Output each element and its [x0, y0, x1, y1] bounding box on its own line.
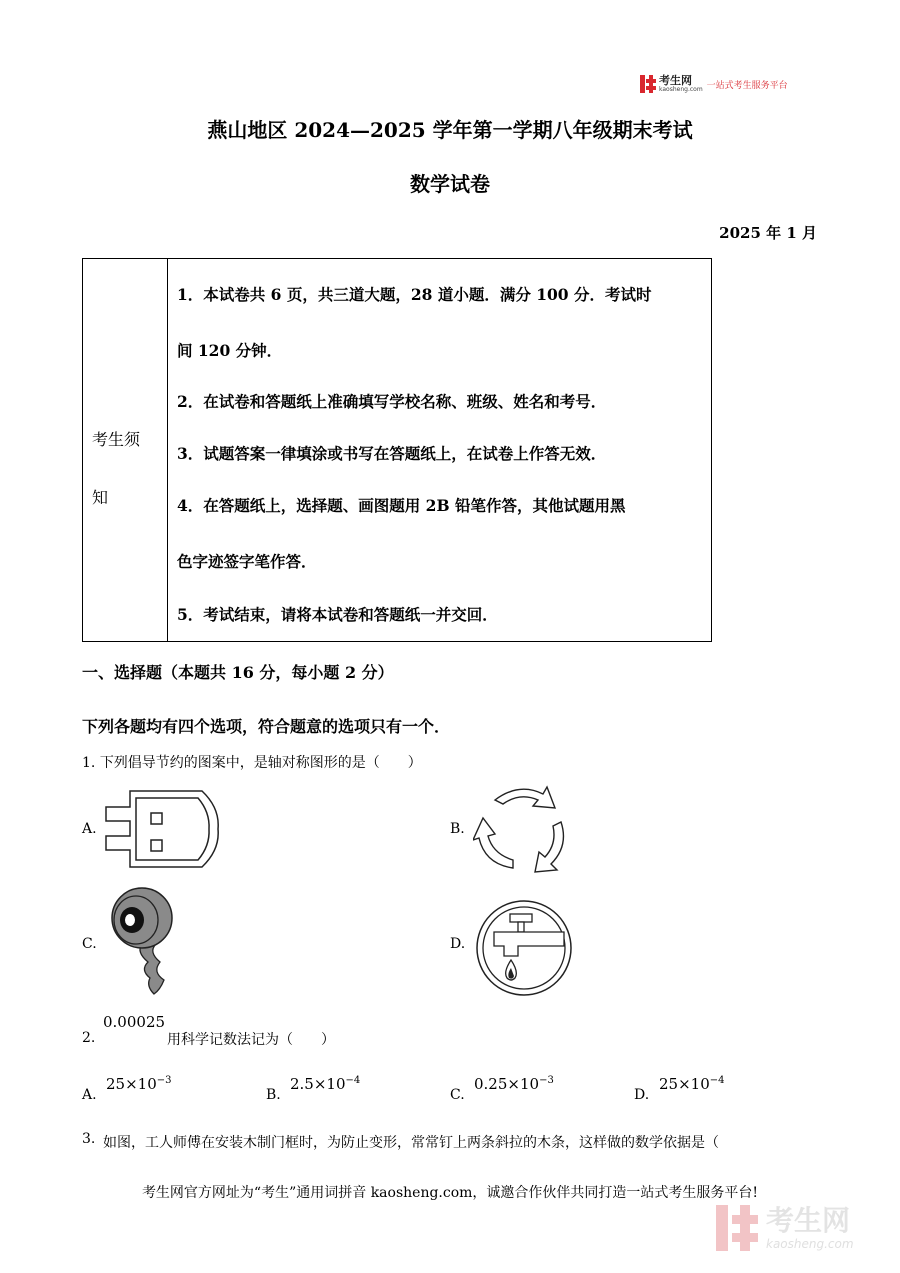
toilet-paper-icon [102, 882, 186, 998]
watermark-domain: kaosheng.com [766, 1237, 854, 1251]
exam-date: 2025 年 1 月 [719, 224, 817, 242]
times-ten: ×10 [507, 1075, 540, 1093]
notice-label-cell [83, 259, 168, 641]
watermark-name: 考生网 [766, 1204, 851, 1237]
q2-text: 用科学记数法记为（ ） [167, 1032, 335, 1048]
exponent: −3 [539, 1075, 554, 1086]
notice-label-line1: 考生须 [92, 430, 141, 449]
kaosheng-logo-icon [640, 75, 656, 93]
logo-name: 考生网 [659, 73, 692, 87]
q2-option-b-label[interactable]: B. [266, 1087, 281, 1103]
exam-title: 燕山地区 2024—2025 学年第一学期八年级期末考试 [207, 118, 693, 142]
question-3-text: 如图，工人师傅在安装木制门框时，为防止变形，常常钉上两条斜拉的木条，这样做的数学依据是（ [103, 1135, 719, 1151]
q2-option-c-expression [474, 1075, 554, 1093]
notice-line: 间 120 分钟． [177, 341, 283, 360]
exam-subtitle: 数学试卷 [410, 172, 490, 196]
kaosheng-watermark-icon [716, 1203, 760, 1253]
section-heading: 一、选择题（本题共 16 分，每小题 2 分） [82, 663, 394, 682]
electric-plug-icon [102, 788, 222, 870]
times-ten: ×10 [313, 1075, 346, 1093]
logo-slogan: 一站式考生服务平台 [706, 80, 788, 91]
q2-option-d-expression [659, 1075, 725, 1093]
mantissa: 25 [659, 1075, 679, 1093]
q1-option-b-label[interactable]: B. [450, 821, 465, 837]
question-2-number: 2. [82, 1030, 96, 1046]
notice-line: 色字迹签字笔作答． [177, 552, 317, 571]
notice-line: 4．在答题纸上，选择题、画图题用 2B 铅笔作答，其他试题用黑 [177, 496, 626, 515]
water-faucet-icon [472, 898, 576, 998]
question-3-number: 3. [82, 1131, 96, 1147]
watermark-logo [716, 1203, 854, 1253]
q2-option-b-expression [290, 1075, 360, 1093]
recycle-arrows-icon [473, 782, 569, 874]
question-number: 1. [82, 755, 96, 771]
exponent: −3 [156, 1075, 172, 1086]
mantissa: 2.5 [290, 1075, 314, 1093]
times-ten: ×10 [678, 1075, 710, 1093]
header-logo[interactable] [640, 72, 810, 96]
notice-line: 5．考试结束，请将本试卷和答题纸一并交回． [177, 605, 498, 624]
exponent: −4 [709, 1075, 725, 1086]
q1-option-d-label[interactable]: D. [450, 936, 466, 952]
q2-option-a-expression [106, 1075, 172, 1093]
q2-option-d-label[interactable]: D. [634, 1087, 650, 1103]
question-1 [82, 752, 422, 772]
times-ten: ×10 [125, 1075, 157, 1093]
notice-label-line2: 知 [92, 488, 109, 507]
footer-text: 考生网官方网址为“考生”通用词拼音 kaosheng.com，诚邀合作伙伴共同打造一站式考生服务平台! [141, 1185, 759, 1201]
q2-value: 0.00025 [103, 1013, 166, 1031]
notice-line: 2．在试卷和答题纸上准确填写学校名称、班级、姓名和考号． [177, 392, 607, 411]
mantissa: 0.25 [474, 1075, 508, 1093]
q2-option-a-label[interactable]: A. [82, 1087, 97, 1103]
logo-domain: kaosheng.com [659, 85, 703, 93]
section-instruction: 下列各题均有四个选项，符合题意的选项只有一个． [82, 717, 451, 736]
notice-line: 3．试题答案一律填涂或书写在答题纸上，在试卷上作答无效． [177, 444, 607, 463]
mantissa: 25 [106, 1075, 126, 1093]
q1-option-c-label[interactable]: C. [82, 936, 97, 952]
q1-option-a-label[interactable]: A. [82, 821, 97, 837]
q2-option-c-label[interactable]: C. [450, 1087, 465, 1103]
notice-table [82, 258, 712, 642]
notice-line: 1．本试卷共 6 页，共三道大题，28 道小题．满分 100 分．考试时 [177, 285, 652, 304]
question-text: 下列倡导节约的图案中，是轴对称图形的是（ ） [99, 755, 422, 771]
exponent: −4 [345, 1075, 361, 1086]
